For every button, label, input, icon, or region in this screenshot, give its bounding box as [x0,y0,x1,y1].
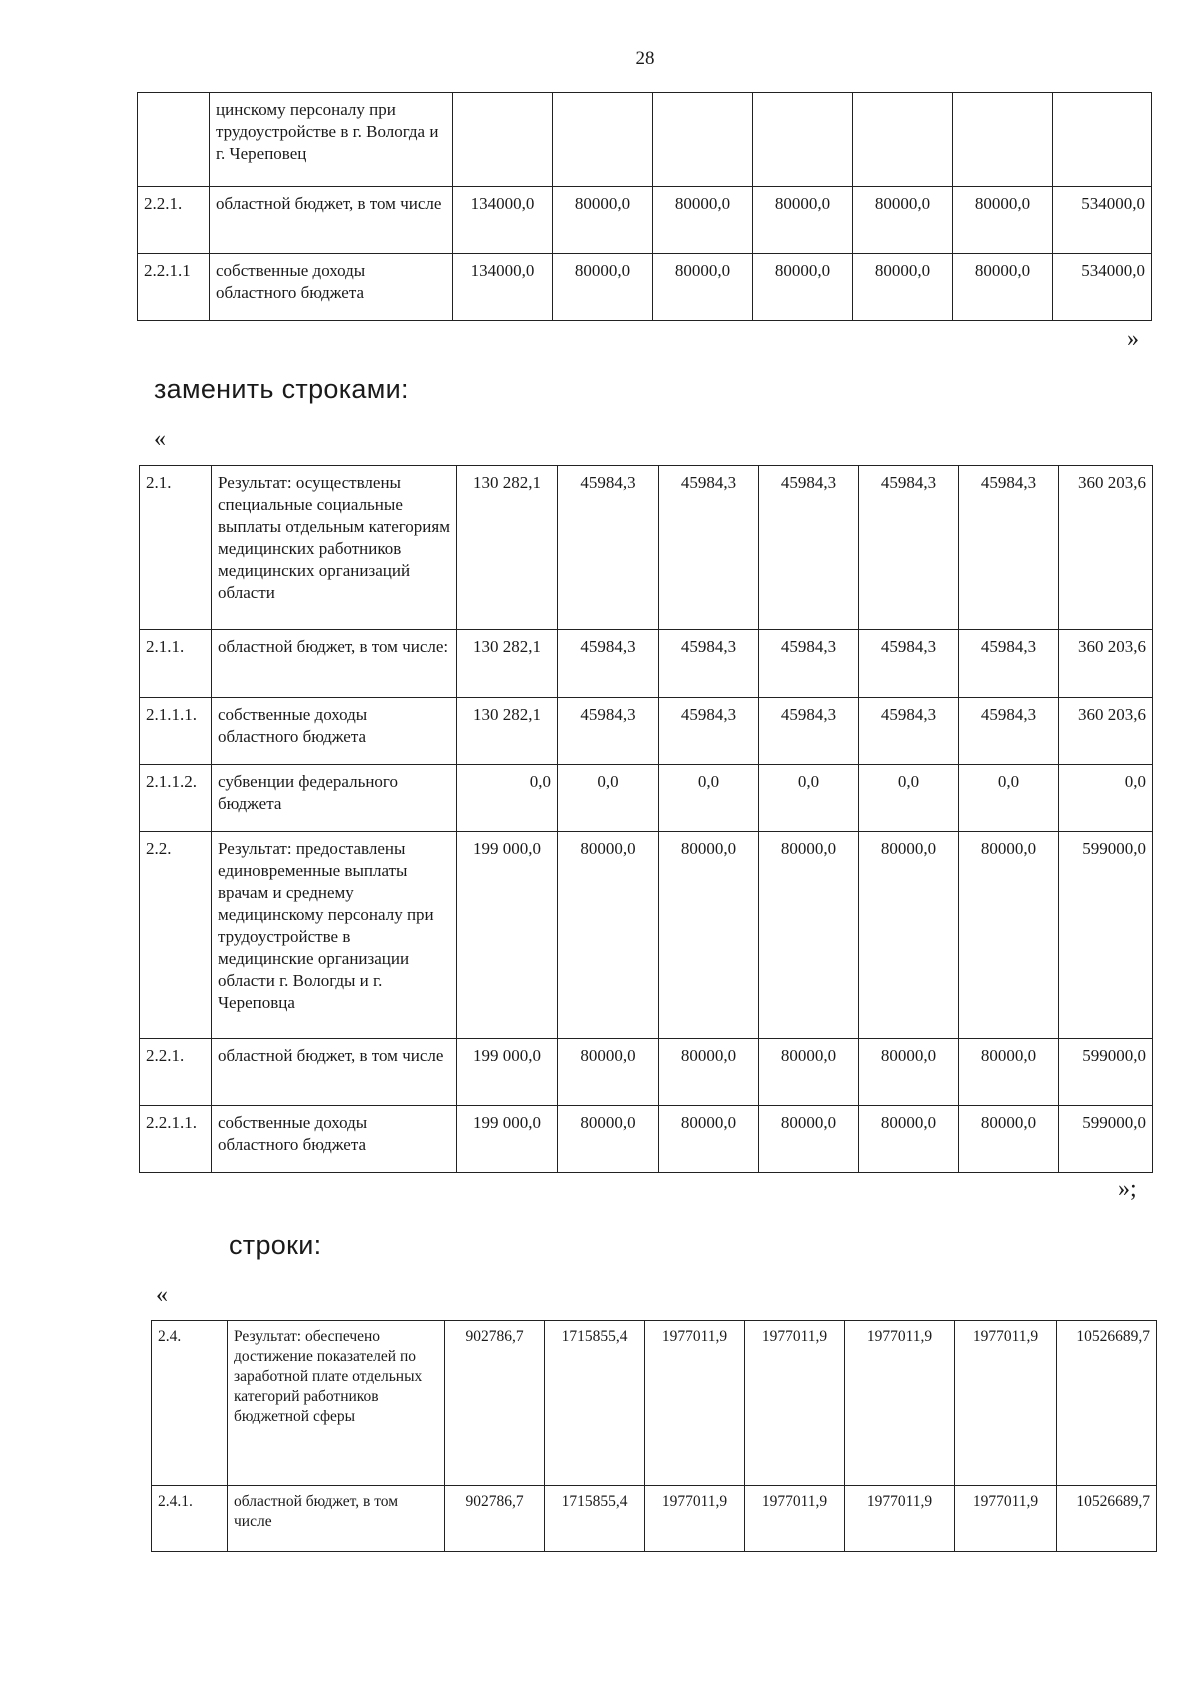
table-row [140,698,1153,765]
row-value: 80000,0 [853,254,953,321]
row-value: 1977011,9 [645,1486,745,1552]
row-value: 45984,3 [558,466,659,630]
row-value [553,93,653,187]
table-row [138,93,1152,187]
budget-table-replacement [139,465,1153,1173]
row-value: 1977011,9 [955,1486,1057,1552]
row-value: 360 203,6 [1059,698,1153,765]
row-value: 80000,0 [659,1039,759,1106]
row-value: 1977011,9 [845,1321,955,1486]
row-value: 0,0 [1059,765,1153,832]
row-value: 45984,3 [558,698,659,765]
row-value: 0,0 [859,765,959,832]
table-row [152,1486,1157,1552]
row-value: 45984,3 [558,630,659,698]
row-description: собственные доходы областного бюджета [212,698,457,765]
row-value: 1715855,4 [545,1486,645,1552]
row-value: 534000,0 [1053,254,1152,321]
row-value: 45984,3 [859,698,959,765]
row-value: 1977011,9 [745,1486,845,1552]
budget-table-salary [151,1320,1157,1552]
row-value: 130 282,1 [457,630,558,698]
row-description: Результат: осуществлены специальные социальные выплаты отдельным категориям медицинских работников медицинских организаций области [212,466,457,630]
row-code: 2.2. [140,832,212,1039]
row-code: 2.1.1.2. [140,765,212,832]
closing-quote: »; [1118,1176,1137,1202]
row-code: 2.1.1. [140,630,212,698]
row-value: 599000,0 [1059,1039,1153,1106]
row-description: областной бюджет, в том числе [210,187,453,254]
row-value: 80000,0 [859,1039,959,1106]
table-row [138,187,1152,254]
row-value: 80000,0 [959,1106,1059,1173]
row-description: областной бюджет, в том числе [212,1039,457,1106]
row-value: 45984,3 [959,698,1059,765]
row-value: 534000,0 [1053,187,1152,254]
row-code: 2.1. [140,466,212,630]
row-value: 10526689,7 [1057,1321,1157,1486]
row-value: 80000,0 [653,254,753,321]
row-value: 80000,0 [853,187,953,254]
row-value: 80000,0 [759,1039,859,1106]
row-value: 360 203,6 [1059,630,1153,698]
row-value: 45984,3 [759,698,859,765]
table-row [140,466,1153,630]
row-value: 0,0 [659,765,759,832]
row-value: 45984,3 [659,698,759,765]
row-value: 45984,3 [959,466,1059,630]
row-value: 45984,3 [959,630,1059,698]
row-value: 199 000,0 [457,1106,558,1173]
row-code: 2.4. [152,1321,228,1486]
table-row [140,765,1153,832]
row-value [653,93,753,187]
row-value: 80000,0 [558,832,659,1039]
row-code: 2.2.1.1 [138,254,210,321]
row-value: 0,0 [558,765,659,832]
row-description: Результат: обеспечено достижение показателей по заработной плате отдельных категорий работников бюджетной сферы [228,1321,445,1486]
row-value: 80000,0 [953,254,1053,321]
row-value: 80000,0 [859,832,959,1039]
row-value: 80000,0 [753,254,853,321]
row-value: 0,0 [759,765,859,832]
row-value: 0,0 [959,765,1059,832]
row-value: 80000,0 [759,1106,859,1173]
row-value: 10526689,7 [1057,1486,1157,1552]
row-value: 1977011,9 [845,1486,955,1552]
row-value: 45984,3 [759,630,859,698]
row-value: 80000,0 [659,832,759,1039]
row-value: 45984,3 [659,630,759,698]
row-value: 80000,0 [759,832,859,1039]
row-value: 360 203,6 [1059,466,1153,630]
row-value: 80000,0 [959,1039,1059,1106]
row-value [1053,93,1152,187]
row-value: 80000,0 [653,187,753,254]
row-value: 80000,0 [553,187,653,254]
row-value: 199 000,0 [457,1039,558,1106]
row-description: субвенции федерального бюджета [212,765,457,832]
row-code [138,93,210,187]
row-description: собственные доходы областного бюджета [210,254,453,321]
row-description: собственные доходы областного бюджета [212,1106,457,1173]
opening-quote: « [156,1282,168,1308]
opening-quote: « [154,426,166,452]
row-value: 80000,0 [558,1039,659,1106]
budget-table-continuation [137,92,1152,321]
row-value [853,93,953,187]
row-value: 80000,0 [953,187,1053,254]
row-value: 45984,3 [859,630,959,698]
row-value: 80000,0 [753,187,853,254]
row-code: 2.2.1. [140,1039,212,1106]
table-row [140,832,1153,1039]
row-value: 199 000,0 [457,832,558,1039]
table-row [138,254,1152,321]
rows-heading: строки: [229,1230,322,1260]
row-value: 130 282,1 [457,466,558,630]
row-value: 599000,0 [1059,1106,1153,1173]
row-value: 80000,0 [659,1106,759,1173]
table-row [152,1321,1157,1486]
row-code: 2.2.1.1. [140,1106,212,1173]
row-code: 2.4.1. [152,1486,228,1552]
row-value: 902786,7 [445,1486,545,1552]
table-row [140,630,1153,698]
row-value: 45984,3 [759,466,859,630]
row-value [953,93,1053,187]
row-value: 1977011,9 [645,1321,745,1486]
row-value: 45984,3 [659,466,759,630]
row-description: областной бюджет, в том числе [228,1486,445,1552]
page-number: 28 [635,48,655,69]
row-value [753,93,853,187]
table-row [140,1039,1153,1106]
row-description: цинскому персоналу при трудоустройстве в г. Вологда и г. Череповец [210,93,453,187]
replace-heading: заменить строками: [154,374,409,404]
row-value: 1715855,4 [545,1321,645,1486]
row-value: 130 282,1 [457,698,558,765]
row-value: 134000,0 [453,187,553,254]
row-value: 45984,3 [859,466,959,630]
row-description: Результат: предоставлены единовременные выплаты врачам и среднему медицинскому персоналу при трудоустройстве в медицинские организации области г. Вологды и г. Череповца [212,832,457,1039]
table-row [140,1106,1153,1173]
row-value: 134000,0 [453,254,553,321]
row-value: 0,0 [457,765,558,832]
row-value: 1977011,9 [955,1321,1057,1486]
row-value: 599000,0 [1059,832,1153,1039]
row-code: 2.2.1. [138,187,210,254]
row-value: 80000,0 [553,254,653,321]
row-value: 80000,0 [959,832,1059,1039]
row-value [453,93,553,187]
row-value: 1977011,9 [745,1321,845,1486]
row-value: 80000,0 [558,1106,659,1173]
closing-quote: » [1127,326,1139,352]
row-description: областной бюджет, в том числе: [212,630,457,698]
row-code: 2.1.1.1. [140,698,212,765]
row-value: 902786,7 [445,1321,545,1486]
row-value: 80000,0 [859,1106,959,1173]
